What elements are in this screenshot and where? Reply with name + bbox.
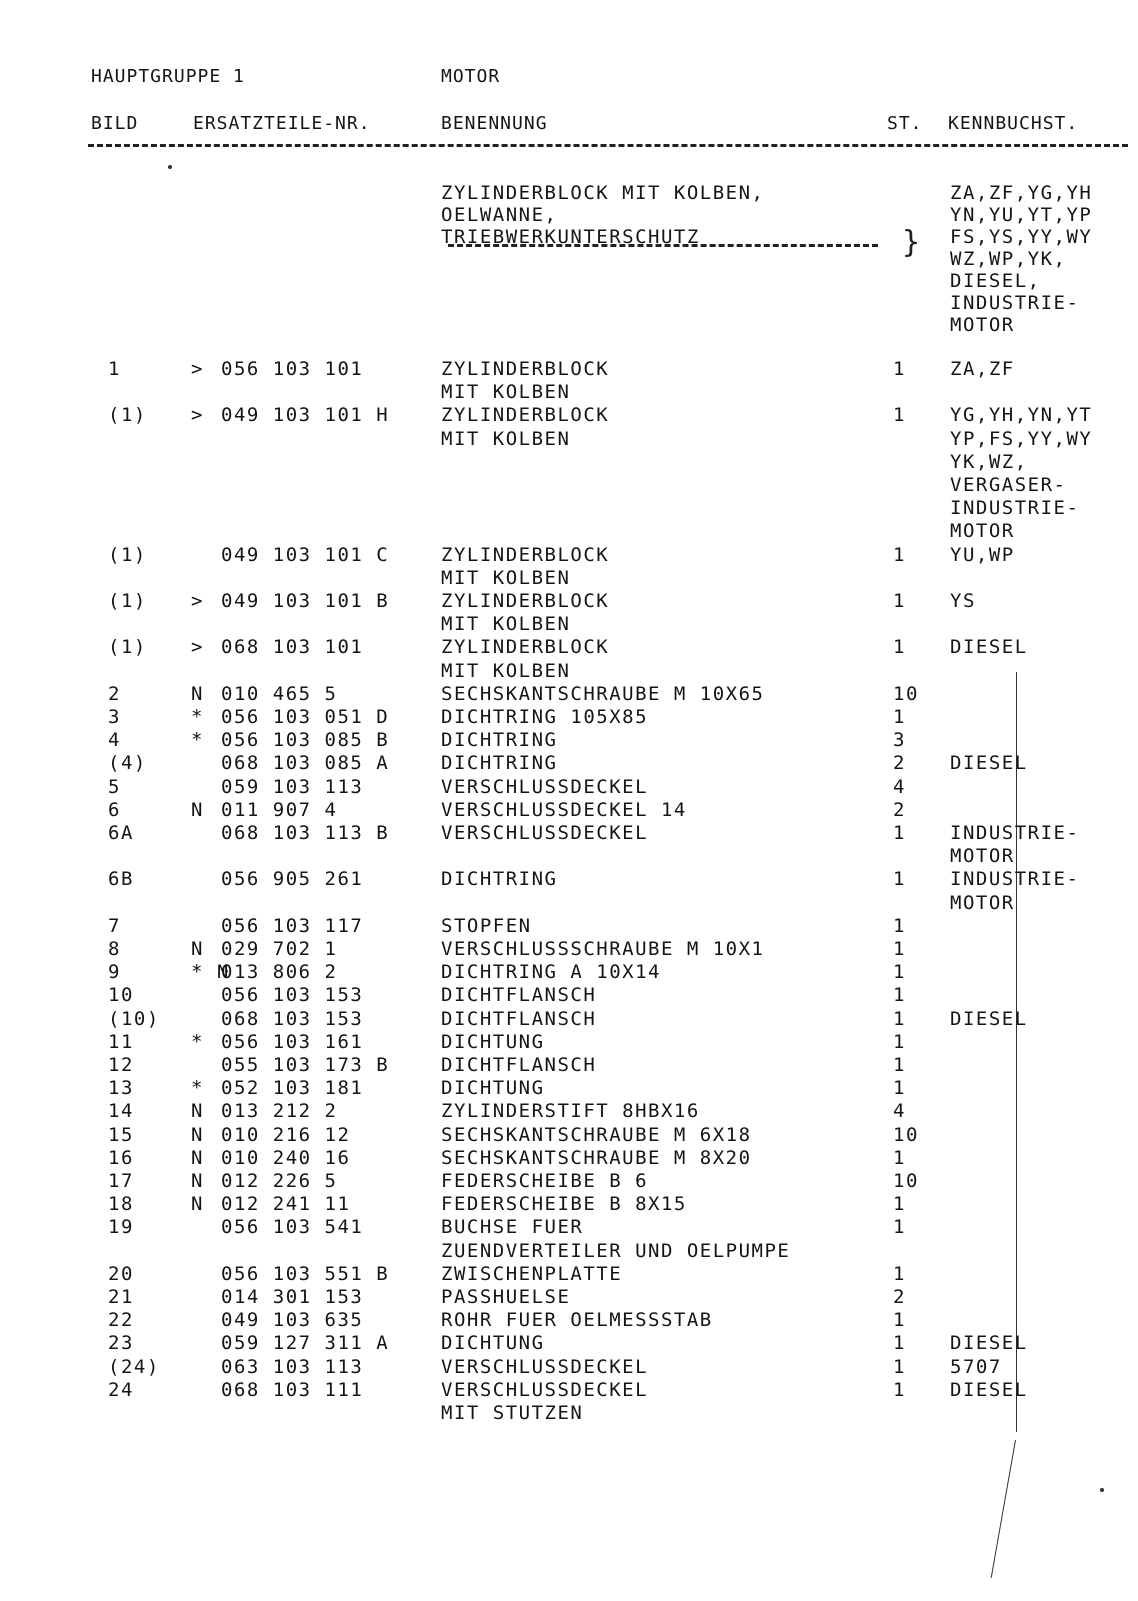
row-bild: 15 xyxy=(108,1124,134,1146)
row-qty: 1 xyxy=(893,1193,906,1215)
row-mark: N xyxy=(191,683,204,705)
row-name: ZUENDVERTEILER UND OELPUMPE xyxy=(441,1240,791,1262)
row-code: DIESEL xyxy=(950,1332,1028,1354)
row-part-number: 056 103 085 B xyxy=(221,729,390,751)
row-qty: 1 xyxy=(893,636,906,658)
row-bild: (1) xyxy=(108,590,147,612)
row-part-number: 056 103 541 xyxy=(221,1216,364,1238)
row-qty: 1 xyxy=(893,1356,906,1378)
row-bild: (24) xyxy=(108,1356,160,1378)
row-name: DICHTUNG xyxy=(441,1031,545,1053)
row-bild: (4) xyxy=(108,752,147,774)
section-code-line: INDUSTRIE- xyxy=(950,292,1080,314)
row-name: ZYLINDERBLOCK xyxy=(441,590,610,612)
row-mark: * N xyxy=(191,961,230,983)
row-part-number: 049 103 101 C xyxy=(221,544,390,566)
row-part-number: 013 212 2 xyxy=(221,1100,338,1122)
row-name: STOPFEN xyxy=(441,915,532,937)
row-qty: 1 xyxy=(893,1008,906,1030)
row-code: 5707 xyxy=(950,1356,1002,1378)
row-bild: 18 xyxy=(108,1193,134,1215)
row-part-number: 056 103 153 xyxy=(221,984,364,1006)
row-code: YP,FS,YY,WY xyxy=(950,428,1093,450)
section-title-line: OELWANNE, xyxy=(441,204,558,226)
row-qty: 1 xyxy=(893,915,906,937)
row-qty: 1 xyxy=(893,1147,906,1169)
row-qty: 1 xyxy=(893,868,906,890)
section-code-line: WZ,WP,YK, xyxy=(950,248,1067,270)
row-name: FEDERSCHEIBE B 8X15 xyxy=(441,1193,687,1215)
row-name: DICHTUNG xyxy=(441,1332,545,1354)
row-part-number: 056 103 551 B xyxy=(221,1263,390,1285)
section-code-line: MOTOR xyxy=(950,314,1015,336)
row-name: DICHTRING A 10X14 xyxy=(441,961,661,983)
row-qty: 1 xyxy=(893,590,906,612)
row-name: MIT KOLBEN xyxy=(441,660,571,682)
row-name: SECHSKANTSCHRAUBE M 8X20 xyxy=(441,1147,752,1169)
row-name: DICHTRING xyxy=(441,752,558,774)
row-name: ZYLINDERSTIFT 8HBX16 xyxy=(441,1100,700,1122)
row-code: MOTOR xyxy=(950,892,1015,914)
row-bild: 10 xyxy=(108,984,134,1006)
col-header-code: KENNBUCHST. xyxy=(948,113,1079,134)
row-mark: > xyxy=(191,358,204,380)
section-code-line: FS,YS,YY,WY xyxy=(950,226,1093,248)
row-bild: (10) xyxy=(108,1008,160,1030)
row-mark: * xyxy=(191,706,204,728)
row-qty: 2 xyxy=(893,1286,906,1308)
row-mark: N xyxy=(191,1170,204,1192)
row-name: MIT KOLBEN xyxy=(441,428,571,450)
row-code: YU,WP xyxy=(950,544,1015,566)
row-bild: 13 xyxy=(108,1077,134,1099)
row-part-number: 049 103 101 H xyxy=(221,404,390,426)
row-qty: 1 xyxy=(893,1332,906,1354)
row-name: SECHSKANTSCHRAUBE M 6X18 xyxy=(441,1124,752,1146)
row-code: YS xyxy=(950,590,976,612)
row-qty: 1 xyxy=(893,961,906,983)
section-brace: } xyxy=(902,225,921,260)
row-code: INDUSTRIE- xyxy=(950,497,1080,519)
row-code: DIESEL xyxy=(950,1008,1028,1030)
row-part-number: 012 241 11 xyxy=(221,1193,351,1215)
row-bild: 5 xyxy=(108,776,121,798)
row-mark: > xyxy=(191,590,204,612)
row-bild: 8 xyxy=(108,938,121,960)
row-qty: 3 xyxy=(893,729,906,751)
row-part-number: 010 216 12 xyxy=(221,1124,351,1146)
header-divider xyxy=(88,144,1128,147)
speck xyxy=(1100,1488,1104,1492)
row-name: VERSCHLUSSDECKEL 14 xyxy=(441,799,687,821)
row-bild: 19 xyxy=(108,1216,134,1238)
row-part-number: 011 907 4 xyxy=(221,799,338,821)
row-name: VERSCHLUSSDECKEL xyxy=(441,1356,649,1378)
row-qty: 2 xyxy=(893,752,906,774)
row-qty: 1 xyxy=(893,706,906,728)
margin-line xyxy=(1016,672,1017,1432)
row-bild: 11 xyxy=(108,1031,134,1053)
row-bild: 20 xyxy=(108,1263,134,1285)
section-title-line: ZYLINDERBLOCK MIT KOLBEN, xyxy=(441,182,765,204)
row-part-number: 052 103 181 xyxy=(221,1077,364,1099)
row-qty: 1 xyxy=(893,938,906,960)
row-part-number: 063 103 113 xyxy=(221,1356,364,1378)
row-qty: 1 xyxy=(893,544,906,566)
row-part-number: 055 103 173 B xyxy=(221,1054,390,1076)
row-code: MOTOR xyxy=(950,520,1015,542)
row-mark: * xyxy=(191,1077,204,1099)
row-name: ZYLINDERBLOCK xyxy=(441,358,610,380)
margin-line-tail xyxy=(991,1440,1016,1578)
row-bild: 14 xyxy=(108,1100,134,1122)
row-part-number: 056 103 117 xyxy=(221,915,364,937)
row-mark: N xyxy=(191,938,204,960)
row-qty: 1 xyxy=(893,404,906,426)
row-qty: 1 xyxy=(893,1216,906,1238)
row-part-number: 068 103 111 xyxy=(221,1379,364,1401)
row-name: DICHTRING 105X85 xyxy=(441,706,649,728)
row-part-number: 049 103 101 B xyxy=(221,590,390,612)
row-bild: (1) xyxy=(108,404,147,426)
row-part-number: 012 226 5 xyxy=(221,1170,338,1192)
row-qty: 10 xyxy=(893,1170,919,1192)
row-bild: 9 xyxy=(108,961,121,983)
row-part-number: 068 103 101 xyxy=(221,636,364,658)
section-code-line: ZA,ZF,YG,YH xyxy=(950,182,1093,204)
row-code: VERGASER- xyxy=(950,474,1067,496)
row-name: ZYLINDERBLOCK xyxy=(441,404,610,426)
row-part-number: 056 103 161 xyxy=(221,1031,364,1053)
row-qty: 1 xyxy=(893,1031,906,1053)
col-header-part-no: ERSATZTEILE-NR. xyxy=(193,113,371,134)
row-name: VERSCHLUSSDECKEL xyxy=(441,822,649,844)
row-qty: 1 xyxy=(893,1309,906,1331)
row-part-number: 056 103 051 D xyxy=(221,706,390,728)
row-qty: 4 xyxy=(893,776,906,798)
row-bild: (1) xyxy=(108,544,147,566)
row-name: DICHTFLANSCH xyxy=(441,1054,597,1076)
row-code: DIESEL xyxy=(950,636,1028,658)
row-name: VERSCHLUSSDECKEL xyxy=(441,1379,649,1401)
row-bild: 12 xyxy=(108,1054,134,1076)
row-bild: 6A xyxy=(108,822,134,844)
row-part-number: 010 465 5 xyxy=(221,683,338,705)
row-bild: 6 xyxy=(108,799,121,821)
row-name: DICHTFLANSCH xyxy=(441,984,597,1006)
row-part-number: 010 240 16 xyxy=(221,1147,351,1169)
row-name: PASSHUELSE xyxy=(441,1286,571,1308)
row-qty: 1 xyxy=(893,1077,906,1099)
row-name: ROHR FUER OELMESSSTAB xyxy=(441,1309,713,1331)
row-mark: * xyxy=(191,1031,204,1053)
section-code-line: DIESEL, xyxy=(950,270,1041,292)
row-mark: > xyxy=(191,404,204,426)
row-qty: 1 xyxy=(893,1263,906,1285)
row-bild: 6B xyxy=(108,868,134,890)
row-qty: 1 xyxy=(893,1379,906,1401)
row-part-number: 013 806 2 xyxy=(221,961,338,983)
row-qty: 1 xyxy=(893,358,906,380)
row-code: INDUSTRIE- xyxy=(950,822,1080,844)
row-name: VERSCHLUSSSCHRAUBE M 10X1 xyxy=(441,938,765,960)
row-part-number: 059 127 311 A xyxy=(221,1332,390,1354)
row-code: YG,YH,YN,YT xyxy=(950,404,1093,426)
row-name: MIT KOLBEN xyxy=(441,381,571,403)
row-name: MIT STUTZEN xyxy=(441,1402,584,1424)
row-name: VERSCHLUSSDECKEL xyxy=(441,776,649,798)
row-name: ZYLINDERBLOCK xyxy=(441,636,610,658)
group-name: MOTOR xyxy=(441,66,501,87)
row-part-number: 068 103 153 xyxy=(221,1008,364,1030)
row-qty: 2 xyxy=(893,799,906,821)
col-header-bild: BILD xyxy=(91,113,139,134)
row-qty: 10 xyxy=(893,1124,919,1146)
row-mark: N xyxy=(191,1100,204,1122)
row-code: INDUSTRIE- xyxy=(950,868,1080,890)
row-code: DIESEL xyxy=(950,752,1028,774)
row-bild: 4 xyxy=(108,729,121,751)
row-code: ZA,ZF xyxy=(950,358,1015,380)
row-name: SECHSKANTSCHRAUBE M 10X65 xyxy=(441,683,765,705)
row-bild: 17 xyxy=(108,1170,134,1192)
speck xyxy=(168,165,172,169)
row-mark: * xyxy=(191,729,204,751)
col-header-qty: ST. xyxy=(887,113,923,134)
row-name: DICHTRING xyxy=(441,729,558,751)
row-part-number: 014 301 153 xyxy=(221,1286,364,1308)
row-part-number: 068 103 113 B xyxy=(221,822,390,844)
row-mark: N xyxy=(191,1193,204,1215)
row-bild: 22 xyxy=(108,1309,134,1331)
row-qty: 4 xyxy=(893,1100,906,1122)
section-title-line: TRIEBWERKUNTERSCHUTZ xyxy=(441,226,700,248)
col-header-name: BENENNUNG xyxy=(441,113,548,134)
row-bild: (1) xyxy=(108,636,147,658)
row-bild: 24 xyxy=(108,1379,134,1401)
row-code: DIESEL xyxy=(950,1379,1028,1401)
row-bild: 1 xyxy=(108,358,121,380)
section-code-line: YN,YU,YT,YP xyxy=(950,204,1093,226)
row-name: DICHTUNG xyxy=(441,1077,545,1099)
row-part-number: 056 103 101 xyxy=(221,358,364,380)
row-part-number: 029 702 1 xyxy=(221,938,338,960)
row-bild: 16 xyxy=(108,1147,134,1169)
row-bild: 7 xyxy=(108,915,121,937)
row-mark: N xyxy=(191,1147,204,1169)
row-qty: 1 xyxy=(893,984,906,1006)
row-name: MIT KOLBEN xyxy=(441,567,571,589)
row-bild: 23 xyxy=(108,1332,134,1354)
row-qty: 10 xyxy=(893,683,919,705)
group-label: HAUPTGRUPPE 1 xyxy=(91,66,245,87)
row-qty: 1 xyxy=(893,1054,906,1076)
row-mark: N xyxy=(191,1124,204,1146)
row-bild: 2 xyxy=(108,683,121,705)
row-part-number: 056 905 261 xyxy=(221,868,364,890)
row-name: DICHTRING xyxy=(441,868,558,890)
row-mark: > xyxy=(191,636,204,658)
row-name: DICHTFLANSCH xyxy=(441,1008,597,1030)
row-qty: 1 xyxy=(893,822,906,844)
row-name: FEDERSCHEIBE B 6 xyxy=(441,1170,649,1192)
row-part-number: 059 103 113 xyxy=(221,776,364,798)
row-code: YK,WZ, xyxy=(950,451,1028,473)
row-bild: 21 xyxy=(108,1286,134,1308)
row-part-number: 068 103 085 A xyxy=(221,752,390,774)
row-part-number: 049 103 635 xyxy=(221,1309,364,1331)
row-name: MIT KOLBEN xyxy=(441,613,571,635)
row-bild: 3 xyxy=(108,706,121,728)
row-name: ZWISCHENPLATTE xyxy=(441,1263,623,1285)
row-name: ZYLINDERBLOCK xyxy=(441,544,610,566)
row-code: MOTOR xyxy=(950,845,1015,867)
row-name: BUCHSE FUER xyxy=(441,1216,584,1238)
row-mark: N xyxy=(191,799,204,821)
